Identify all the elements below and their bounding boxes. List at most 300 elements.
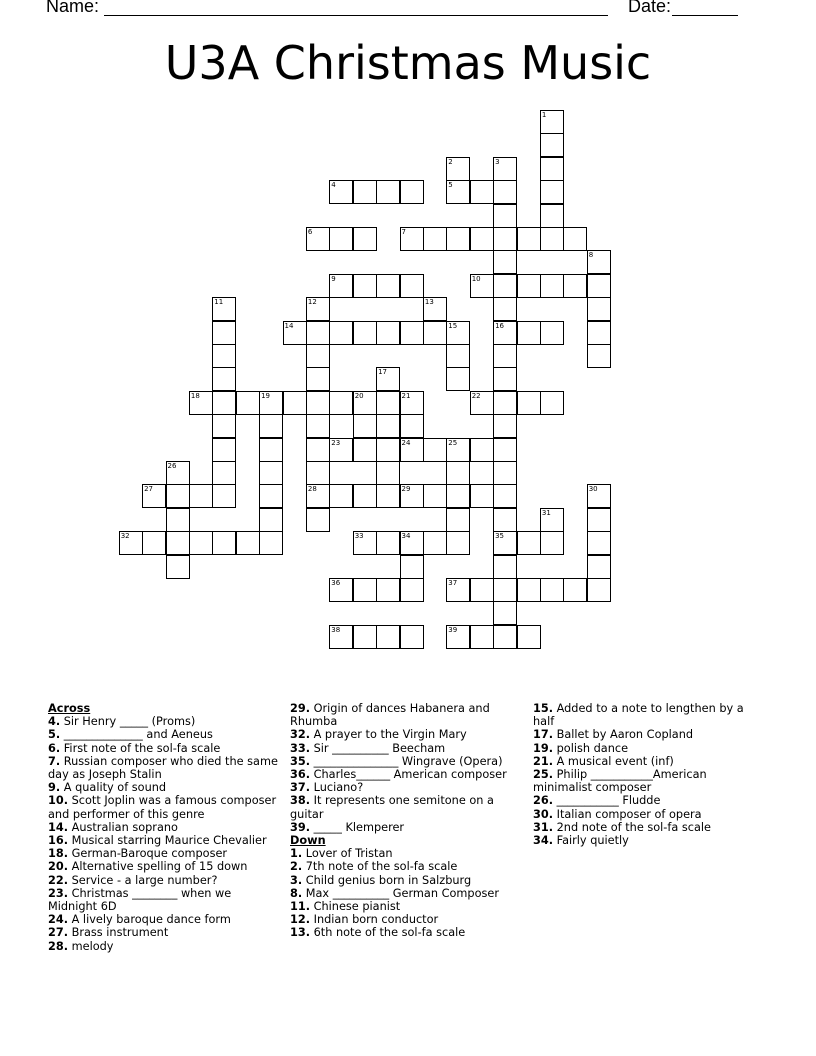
grid-cell[interactable]: [166, 508, 190, 532]
clue-across: [48, 821, 280, 834]
clue-across: [290, 728, 522, 741]
clue-across: [48, 742, 280, 755]
grid-cell[interactable]: [376, 531, 400, 555]
grid-cell[interactable]: [236, 531, 260, 555]
clue-number: 39.: [290, 820, 311, 834]
grid-cell[interactable]: [517, 531, 541, 555]
grid-cell[interactable]: [423, 321, 447, 345]
grid-cell[interactable]: [400, 625, 424, 649]
clue-across: [48, 887, 280, 913]
clue-text: Indian born conductor: [313, 913, 439, 927]
clue-text: Lover of Tristan: [305, 847, 393, 861]
grid-cell[interactable]: [212, 391, 236, 415]
cell-number: 24: [401, 438, 411, 447]
clue-number: 36.: [290, 768, 311, 782]
clue-number: 21.: [533, 754, 554, 768]
grid-cell[interactable]: [142, 484, 166, 508]
cell-number: 8: [588, 251, 594, 260]
grid-cell[interactable]: [493, 157, 517, 181]
clue-down: [533, 821, 753, 834]
grid-cell[interactable]: [236, 391, 260, 415]
grid-cell[interactable]: [259, 414, 283, 438]
clue-across: [290, 781, 522, 794]
grid-cell[interactable]: [376, 321, 400, 345]
grid-cell[interactable]: [376, 484, 400, 508]
grid-cell[interactable]: [446, 508, 470, 532]
grid-cell[interactable]: [540, 391, 564, 415]
grid-cell[interactable]: [353, 391, 377, 415]
grid-cell[interactable]: [400, 531, 424, 555]
grid-cell[interactable]: [517, 227, 541, 251]
clue-down: [533, 808, 753, 821]
grid-cell[interactable]: [329, 180, 353, 204]
cell-number: 33: [354, 532, 364, 541]
clue-down: [290, 913, 522, 926]
grid-cell[interactable]: [423, 297, 447, 321]
grid-cell[interactable]: [540, 204, 564, 228]
clue-text: Fairly quietly: [556, 834, 629, 848]
grid-cell[interactable]: [493, 274, 517, 298]
cell-number: 11: [214, 298, 224, 307]
grid-cell[interactable]: [446, 461, 470, 485]
clue-number: 12.: [290, 913, 311, 927]
clue-number: 6.: [48, 741, 61, 755]
grid-cell[interactable]: [423, 438, 447, 462]
grid-cell[interactable]: [493, 204, 517, 228]
clue-across: [48, 715, 280, 728]
cell-number: 23: [331, 438, 341, 447]
down-heading: Down: [290, 834, 326, 848]
clue-down: [533, 834, 753, 847]
clue-text: Italian composer of opera: [556, 807, 702, 821]
grid-cell[interactable]: [166, 461, 190, 485]
clue-text: 7th note of the sol-fa scale: [305, 860, 458, 874]
grid-cell[interactable]: [329, 578, 353, 602]
grid-cell[interactable]: [212, 414, 236, 438]
clue-text: Chinese pianist: [313, 900, 401, 914]
clue-number: 30.: [533, 807, 554, 821]
grid-cell[interactable]: [446, 321, 470, 345]
grid-cell[interactable]: [587, 250, 611, 274]
grid-cell[interactable]: [400, 438, 424, 462]
grid-cell[interactable]: [376, 180, 400, 204]
clue-number: 4.: [48, 715, 61, 729]
clue-text: ___________ Fludde: [556, 794, 661, 808]
clue-number: 33.: [290, 741, 311, 755]
grid-cell[interactable]: [493, 250, 517, 274]
grid-cell[interactable]: [493, 367, 517, 391]
cell-number: 37: [448, 579, 458, 587]
grid-cell[interactable]: [259, 391, 283, 415]
grid-cell[interactable]: [212, 321, 236, 345]
grid-cell[interactable]: [306, 414, 330, 438]
grid-cell[interactable]: [329, 391, 353, 415]
grid-cell[interactable]: [446, 157, 470, 181]
grid-cell[interactable]: [540, 180, 564, 204]
clue-across: [290, 821, 522, 834]
grid-cell[interactable]: [493, 625, 517, 649]
grid-cell[interactable]: [540, 227, 564, 251]
cell-number: 38: [331, 625, 341, 634]
cell-number: 32: [120, 532, 130, 541]
clue-number: 18.: [48, 847, 69, 861]
grid-cell[interactable]: [189, 531, 213, 555]
cell-number: 9: [331, 274, 336, 283]
grid-cell[interactable]: [493, 578, 517, 602]
grid-cell[interactable]: [376, 625, 400, 649]
clue-number: 9.: [48, 781, 61, 795]
cell-number: 22: [471, 391, 481, 400]
clue-number: 7.: [48, 754, 61, 768]
grid-cell[interactable]: [563, 227, 587, 251]
cell-number: 16: [495, 321, 505, 330]
grid-cell[interactable]: [540, 157, 564, 181]
clue-across: [290, 755, 522, 768]
cell-number: 17: [378, 368, 388, 377]
clue-number: 1.: [290, 847, 303, 861]
grid-cell[interactable]: [493, 484, 517, 508]
grid-cell[interactable]: [540, 531, 564, 555]
clue-across: [48, 940, 280, 953]
grid-cell[interactable]: [259, 508, 283, 532]
clue-text: A lively baroque dance form: [71, 913, 231, 927]
clue-text: Brass instrument: [71, 926, 169, 940]
clue-text: Max __________ German Composer: [305, 886, 499, 900]
grid-cell[interactable]: [189, 484, 213, 508]
clue-number: 26.: [533, 794, 554, 808]
grid-cell[interactable]: [493, 297, 517, 321]
cell-number: 7: [401, 228, 406, 236]
grid-cell[interactable]: [306, 344, 330, 368]
clue-text: Origin of dances Habanera and Rhumba: [290, 702, 490, 729]
grid-cell[interactable]: [493, 391, 517, 415]
clue-number: 13.: [290, 926, 311, 940]
clue-number: 3.: [290, 873, 303, 887]
grid-cell[interactable]: [376, 578, 400, 602]
grid-cell[interactable]: [540, 110, 564, 134]
grid-cell[interactable]: [400, 180, 424, 204]
grid-cell[interactable]: [400, 484, 424, 508]
grid-cell[interactable]: [423, 484, 447, 508]
clue-across: [290, 768, 522, 781]
clue-down: [533, 728, 753, 741]
grid-cell[interactable]: [329, 438, 353, 462]
clue-number: 20.: [48, 860, 69, 874]
grid-cell[interactable]: [353, 180, 377, 204]
clue-across: [48, 874, 280, 887]
clue-number: 37.: [290, 781, 311, 795]
grid-cell[interactable]: [493, 601, 517, 625]
grid-cell[interactable]: [306, 461, 330, 485]
grid-cell[interactable]: [166, 531, 190, 555]
grid-cell[interactable]: [306, 321, 330, 345]
grid-cell[interactable]: [259, 438, 283, 462]
cell-number: 28: [307, 485, 317, 494]
grid-cell[interactable]: [329, 274, 353, 298]
clue-across: [48, 847, 280, 860]
cell-number: 6: [307, 228, 313, 236]
clue-text: Sir __________ Beecham: [313, 741, 446, 755]
grid-cell[interactable]: [423, 227, 447, 251]
clue-text: First note of the sol-fa scale: [63, 741, 221, 755]
grid-cell[interactable]: [376, 438, 400, 462]
grid-cell[interactable]: [446, 227, 470, 251]
grid-cell[interactable]: [540, 578, 564, 602]
grid-cell[interactable]: [587, 531, 611, 555]
grid-cell[interactable]: [306, 297, 330, 321]
grid-cell[interactable]: [517, 321, 541, 345]
grid-cell[interactable]: [517, 625, 541, 649]
clue-number: 8.: [290, 886, 303, 900]
grid-cell[interactable]: [446, 625, 470, 649]
grid-cell[interactable]: [446, 344, 470, 368]
cell-number: 5: [448, 181, 453, 190]
grid-cell[interactable]: [306, 367, 330, 391]
grid-cell[interactable]: [517, 578, 541, 602]
clue-across: [48, 913, 280, 926]
cell-number: 14: [284, 321, 294, 330]
grid-cell[interactable]: [470, 274, 494, 298]
clue-number: 32.: [290, 728, 311, 742]
grid-cell[interactable]: [493, 227, 517, 251]
clue-number: 2.: [290, 860, 303, 874]
clue-text: Scott Joplin was a famous composer and performer of this genre: [48, 794, 277, 821]
clue-text: Christmas ________ when we Midnight 6D: [48, 886, 232, 914]
clue-text: melody: [71, 939, 114, 953]
clue-text: _____ Klemperer: [313, 820, 405, 834]
grid-cell[interactable]: [563, 274, 587, 298]
puzzle-title: U3A Christmas Music: [164, 36, 652, 90]
cell-number: 13: [424, 298, 434, 307]
clue-number: 34.: [533, 834, 554, 848]
clue-across: [48, 755, 280, 781]
grid-cell[interactable]: [400, 414, 424, 438]
clue-number: 11.: [290, 900, 311, 914]
grid-cell[interactable]: [353, 531, 377, 555]
cell-number: 34: [401, 532, 411, 541]
clue-across: [48, 781, 280, 794]
grid-cell[interactable]: [587, 321, 611, 345]
clue-number: 17.: [533, 728, 554, 742]
grid-cell[interactable]: [470, 484, 494, 508]
grid-cell[interactable]: [446, 367, 470, 391]
grid-cell[interactable]: [189, 391, 213, 415]
clue-down: [533, 768, 753, 794]
grid-cell[interactable]: [540, 321, 564, 345]
grid-cell[interactable]: [212, 484, 236, 508]
grid-cell[interactable]: [587, 344, 611, 368]
clues-column-1: [48, 702, 280, 953]
clue-text: Added to a note to lengthen by a half: [533, 702, 744, 729]
date-label: Date:: [628, 0, 672, 16]
clue-text: Service - a large number?: [71, 873, 218, 887]
grid-cell[interactable]: [446, 531, 470, 555]
grid-cell[interactable]: [540, 274, 564, 298]
clue-number: 38.: [290, 794, 311, 808]
grid-cell[interactable]: [400, 391, 424, 415]
grid-cell[interactable]: [587, 508, 611, 532]
clue-text: German-Baroque composer: [71, 847, 228, 861]
clue-number: 14.: [48, 820, 69, 834]
grid-cell[interactable]: [470, 438, 494, 462]
clue-down: [290, 860, 522, 873]
grid-cell[interactable]: [119, 531, 143, 555]
grid-cell[interactable]: [283, 321, 307, 345]
cell-number: 1: [541, 111, 547, 119]
grid-cell[interactable]: [493, 438, 517, 462]
grid-cell[interactable]: [142, 531, 166, 555]
grid-cell[interactable]: [306, 227, 330, 251]
grid-cell[interactable]: [540, 508, 564, 532]
clue-text: Charles______ American composer: [313, 768, 507, 782]
clue-number: 10.: [48, 794, 69, 808]
grid-cell[interactable]: [493, 344, 517, 368]
clue-across: [290, 794, 522, 820]
grid-cell[interactable]: [587, 297, 611, 321]
clue-down: [290, 847, 522, 860]
grid-cell[interactable]: [517, 274, 541, 298]
grid-cell[interactable]: [563, 578, 587, 602]
grid-cell[interactable]: [493, 555, 517, 579]
cell-number: 26: [167, 462, 177, 470]
grid-cell[interactable]: [400, 578, 424, 602]
grid-cell[interactable]: [587, 274, 611, 298]
grid-cell[interactable]: [166, 484, 190, 508]
clue-text: Musical starring Maurice Chevalier: [71, 834, 267, 848]
grid-cell[interactable]: [353, 227, 377, 251]
grid-cell[interactable]: [376, 367, 400, 391]
cell-number: 2: [448, 157, 453, 166]
clue-across: [290, 702, 522, 728]
grid-cell[interactable]: [400, 227, 424, 251]
grid-cell[interactable]: [353, 484, 377, 508]
grid-cell[interactable]: [259, 531, 283, 555]
cell-number: 21: [401, 391, 411, 400]
grid-cell[interactable]: [306, 484, 330, 508]
grid-cell[interactable]: [587, 578, 611, 602]
cell-number: 29: [401, 485, 411, 494]
grid-cell[interactable]: [446, 438, 470, 462]
clue-down: [290, 887, 522, 900]
cell-number: 30: [588, 485, 598, 494]
grid-cell[interactable]: [446, 484, 470, 508]
cell-number: 10: [471, 274, 481, 283]
grid-cell[interactable]: [353, 625, 377, 649]
grid-cell[interactable]: [470, 578, 494, 602]
cell-number: 25: [448, 438, 458, 447]
clue-down: [290, 900, 522, 913]
grid-cell[interactable]: [423, 531, 447, 555]
grid-cell[interactable]: [212, 531, 236, 555]
clue-text: Russian composer who died the same day as Joseph Stalin: [48, 754, 278, 782]
clue-text: Alternative spelling of 15 down: [71, 860, 248, 874]
grid-cell[interactable]: [376, 391, 400, 415]
grid-cell[interactable]: [212, 344, 236, 368]
clues-column-2: [290, 702, 522, 940]
grid-cell[interactable]: [353, 438, 377, 462]
grid-cell[interactable]: [306, 508, 330, 532]
clue-down: [533, 702, 753, 728]
grid-cell[interactable]: [259, 484, 283, 508]
grid-cell[interactable]: [306, 391, 330, 415]
grid-cell[interactable]: [306, 438, 330, 462]
clue-down: [533, 742, 753, 755]
clue-text: A musical event (inf): [556, 754, 674, 768]
name-label: Name:: [46, 0, 100, 16]
grid-cell[interactable]: [587, 555, 611, 579]
clue-across: [48, 834, 280, 847]
clue-number: 31.: [533, 820, 554, 834]
grid-cell[interactable]: [517, 391, 541, 415]
clue-number: 5.: [48, 728, 61, 742]
grid-cell[interactable]: [493, 414, 517, 438]
grid-cell[interactable]: [212, 297, 236, 321]
grid-cell[interactable]: [493, 531, 517, 555]
grid-cell[interactable]: [493, 461, 517, 485]
clue-number: 22.: [48, 873, 69, 887]
grid-cell[interactable]: [587, 484, 611, 508]
grid-cell[interactable]: [259, 461, 283, 485]
grid-cell[interactable]: [493, 180, 517, 204]
grid-cell[interactable]: [400, 274, 424, 298]
grid-cell[interactable]: [376, 414, 400, 438]
grid-cell[interactable]: [493, 508, 517, 532]
cell-number: 20: [354, 391, 364, 400]
grid-cell[interactable]: [400, 321, 424, 345]
clue-number: 25.: [533, 768, 554, 782]
grid-cell[interactable]: [329, 484, 353, 508]
grid-cell[interactable]: [446, 578, 470, 602]
grid-cell[interactable]: [166, 555, 190, 579]
cell-number: 4: [331, 181, 336, 190]
grid-cell[interactable]: [470, 391, 494, 415]
grid-cell[interactable]: [353, 578, 377, 602]
clue-text: Sir Henry _____ (Proms): [63, 715, 196, 729]
clue-across: [290, 742, 522, 755]
grid-cell[interactable]: [446, 180, 470, 204]
cell-number: 15: [448, 321, 458, 330]
grid-cell[interactable]: [212, 367, 236, 391]
grid-cell[interactable]: [212, 461, 236, 485]
grid-cell[interactable]: [493, 321, 517, 345]
clue-number: 28.: [48, 939, 69, 953]
grid-cell[interactable]: [470, 625, 494, 649]
grid-cell[interactable]: [376, 274, 400, 298]
grid-cell[interactable]: [329, 227, 353, 251]
clue-down: [533, 755, 753, 768]
grid-cell[interactable]: [353, 321, 377, 345]
clue-text: _______________ Wingrave (Opera): [313, 754, 503, 768]
clue-text: A quality of sound: [63, 781, 167, 795]
grid-cell[interactable]: [470, 180, 494, 204]
clue-number: 35.: [290, 754, 311, 768]
cell-number: 27: [144, 485, 154, 494]
grid-cell[interactable]: [329, 625, 353, 649]
grid-cell[interactable]: [540, 133, 564, 157]
grid-cell[interactable]: [283, 391, 307, 415]
grid-cell[interactable]: [353, 414, 377, 438]
grid-cell[interactable]: [400, 555, 424, 579]
grid-cell[interactable]: [376, 461, 400, 485]
clue-number: 15.: [533, 702, 554, 715]
clue-across: [48, 794, 280, 820]
grid-cell[interactable]: [470, 227, 494, 251]
grid-cell[interactable]: [212, 438, 236, 462]
clue-text: Luciano?: [313, 781, 364, 795]
clue-number: 24.: [48, 913, 69, 927]
grid-cell[interactable]: [329, 321, 353, 345]
grid-cell[interactable]: [353, 274, 377, 298]
